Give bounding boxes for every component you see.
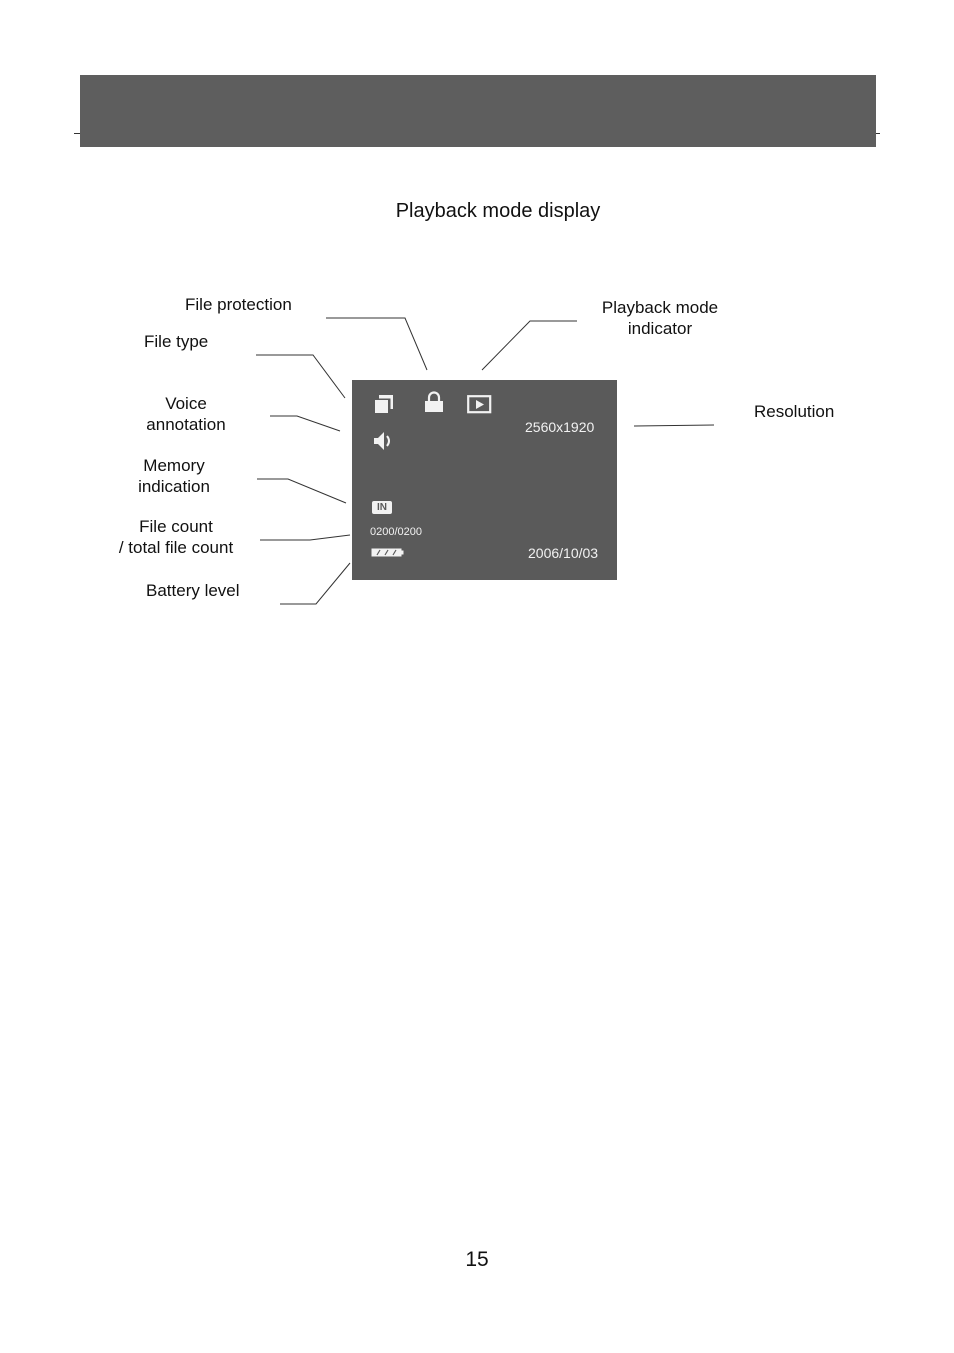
leader-file-count [260, 535, 350, 540]
leader-memory-indication [257, 479, 346, 503]
leader-battery-level [280, 563, 350, 604]
leader-file-protection [326, 318, 427, 370]
memory-icon [372, 501, 392, 514]
callout-resolution: Resolution [754, 402, 835, 421]
lock-icon [423, 391, 445, 413]
lcd-screen [352, 380, 617, 580]
screen-date: 2006/10/03 [528, 545, 599, 561]
callout-voice-line-2: annotation [146, 415, 226, 434]
memory-badge-text: IN [377, 502, 387, 513]
callout-file-count-line-2: / total file count [118, 538, 234, 557]
battery-icon [371, 548, 404, 558]
callout-file-count-line-1: File count [139, 517, 213, 536]
file-type-icon [372, 393, 396, 415]
leader-voice-annotation [270, 416, 340, 431]
callout-battery-level: Battery level [146, 581, 240, 600]
callout-file-protection: File protection [185, 295, 292, 314]
section-title: Playback mode display [395, 200, 601, 222]
leader-file-type [256, 355, 345, 398]
screen-resolution: 2560x1920 [525, 419, 595, 435]
leader-playback-mode [482, 321, 577, 370]
callout-memory-line-2: indication [138, 477, 210, 496]
page-number: 15 [465, 1248, 489, 1271]
leader-resolution [634, 425, 714, 426]
callout-memory-line-1: Memory [143, 456, 205, 475]
callout-playback-line-2: indicator [627, 319, 693, 338]
callout-file-type: File type [144, 332, 209, 351]
callout-voice-line-1: Voice [165, 394, 207, 413]
callout-playback-line-1: Playback mode [601, 298, 719, 317]
play-icon [467, 395, 492, 414]
screen-file-count: 0200/0200 [370, 526, 422, 538]
speaker-icon [372, 428, 394, 454]
